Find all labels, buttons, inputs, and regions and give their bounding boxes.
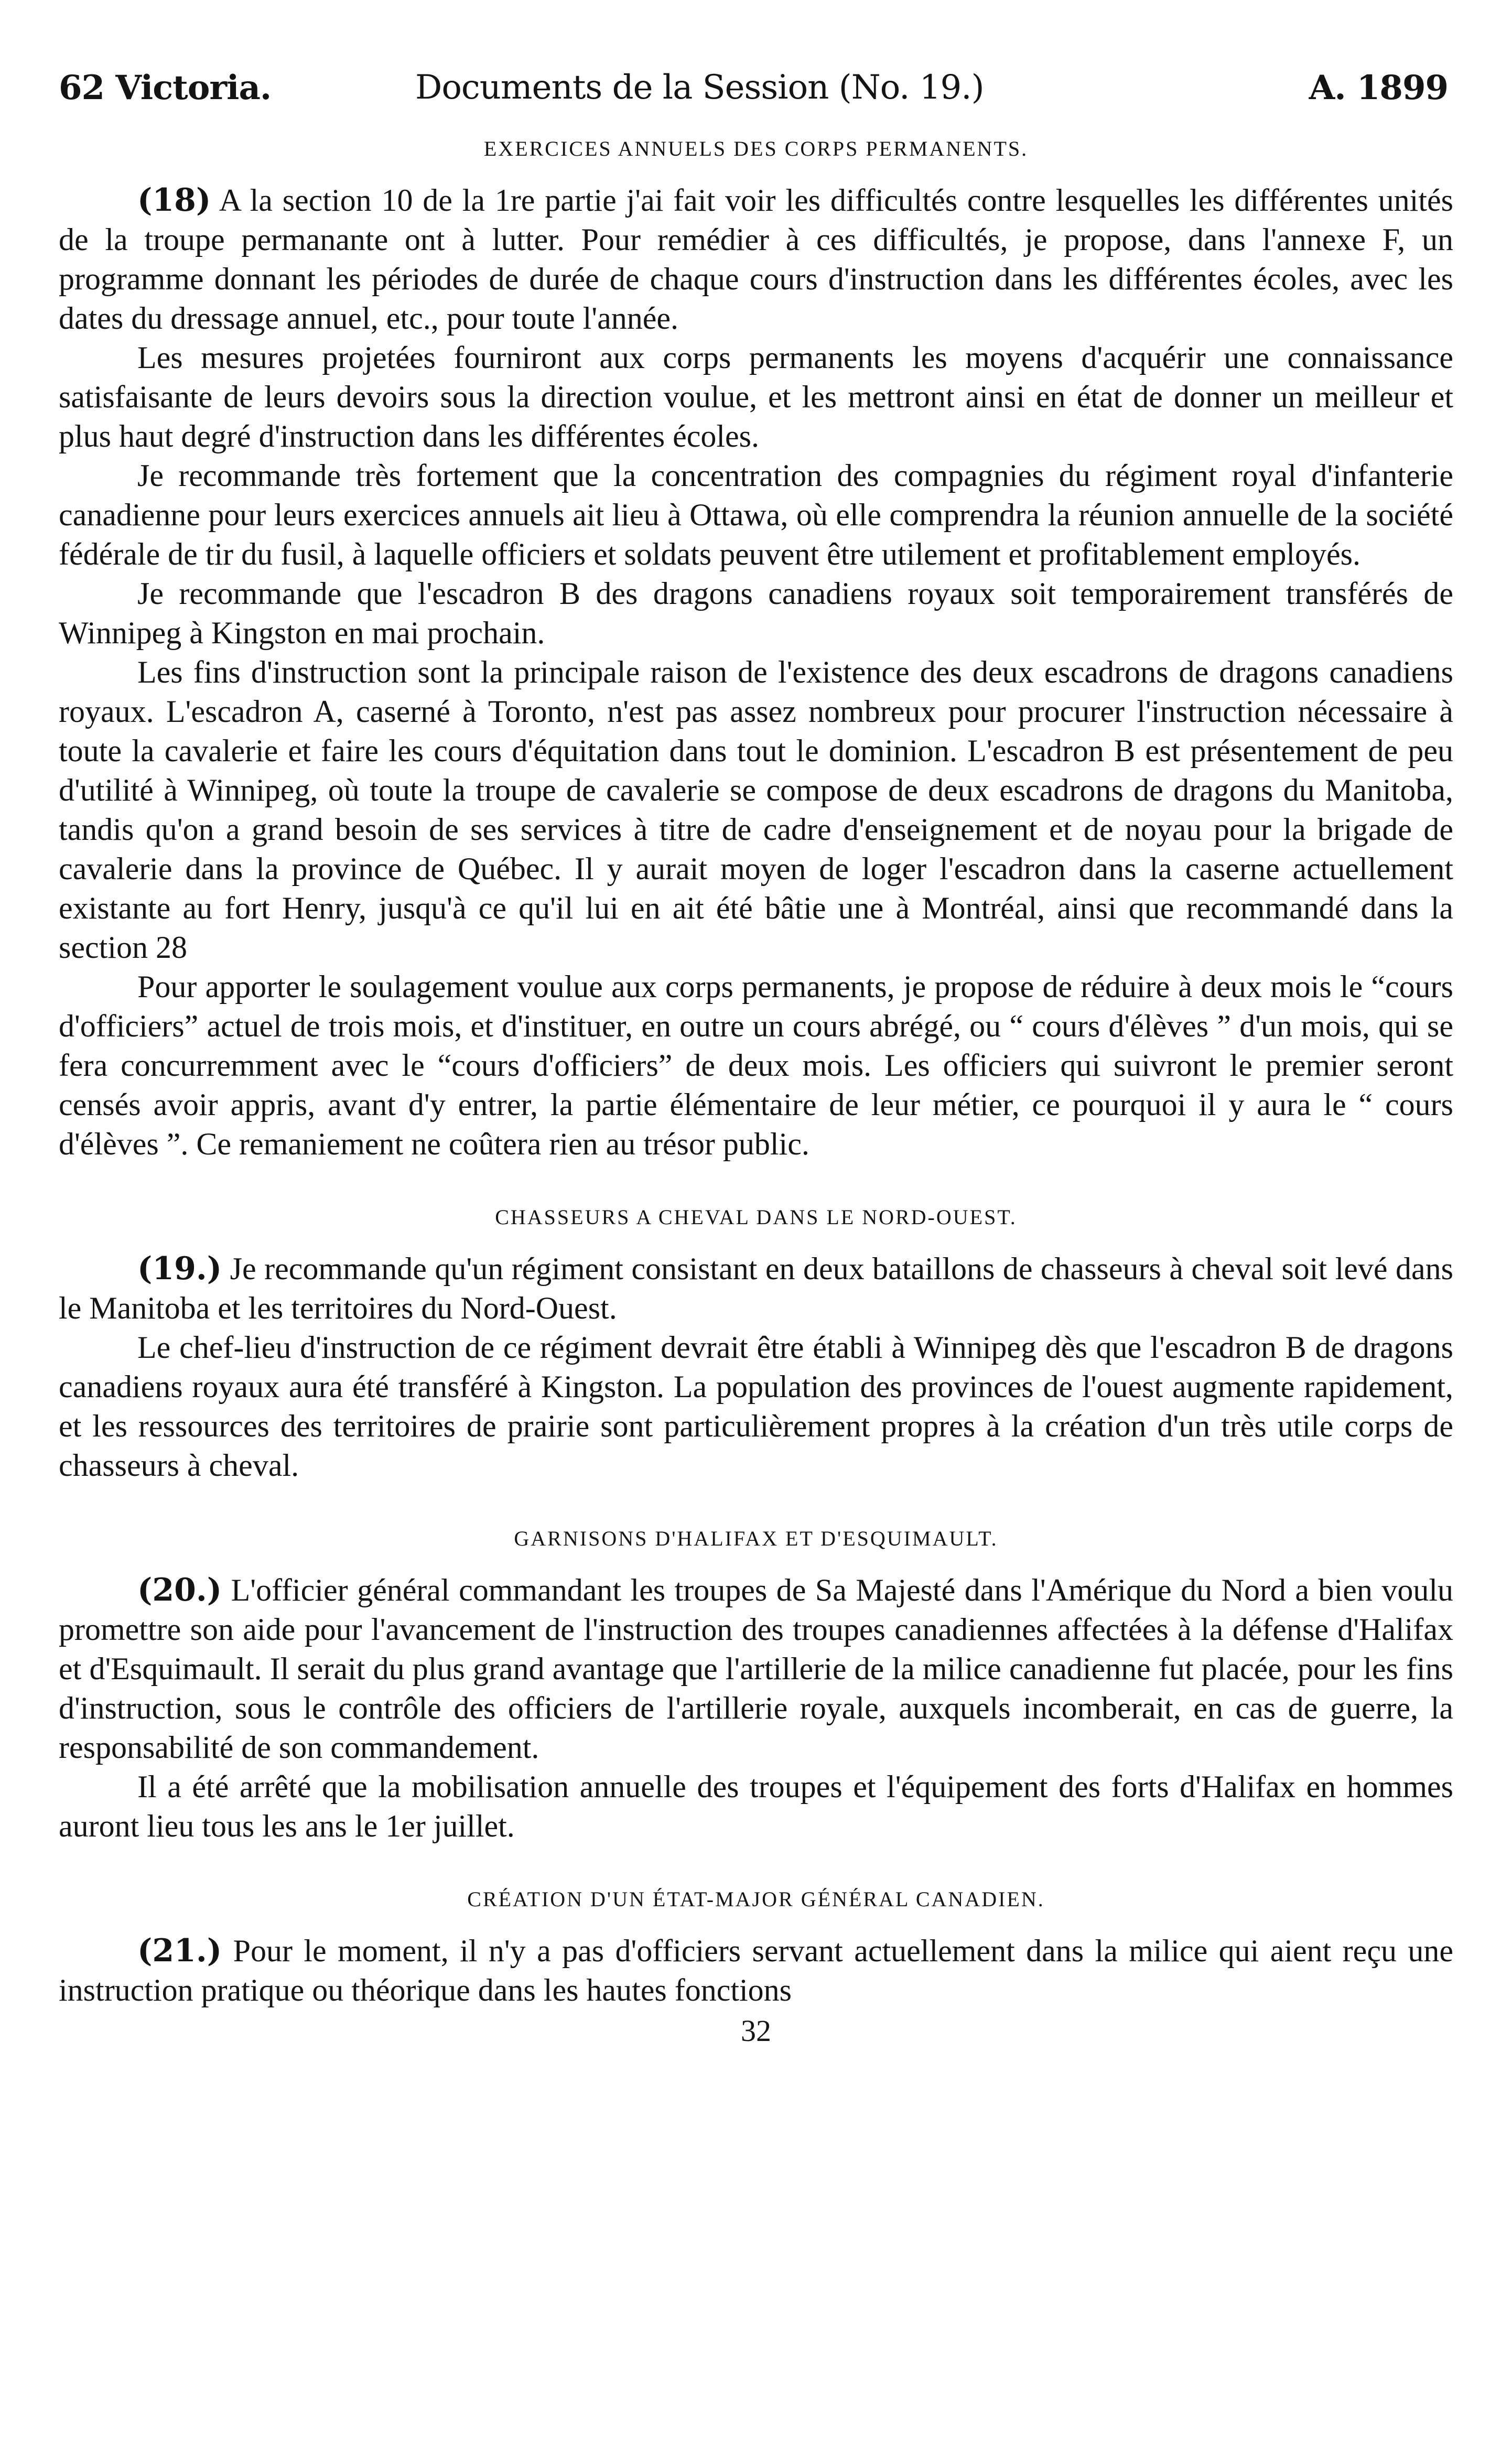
running-head-center: Documents de la Session (No. 19.): [415, 68, 984, 107]
paragraph: Je recommande que l'escadron B des dragons canadiens royaux soit temporairement transférés de Winnipeg à Kingston en mai prochain.: [59, 576, 1453, 650]
paragraph: [59, 1571, 1453, 1767]
paragraph-text: Pour le moment, il n'y a pas d'officiers servant actuellement dans la milice qui aient reçu une instruction pratique ou théorique dans les hautes fonctions: [59, 1933, 1453, 2007]
section-heading: GARNISONS D'HALIFAX ET D'ESQUIMAULT.: [514, 1527, 998, 1550]
section-heading: EXERCICES ANNUELS DES CORPS PERMANENTS.: [483, 137, 1029, 160]
section-number: (21.): [137, 1932, 222, 1969]
paragraph: Les mesures projetées fourniront aux corps permanents les moyens d'acquérir une connaissance satisfaisante de leurs devoirs sous la direction voulue, et les mettront ainsi en état de donner un meilleur et plus haut degré d'instruction dans les différentes écoles.: [59, 340, 1453, 453]
paragraph-text: A la section 10 de la 1re partie j'ai fait voir les difficultés contre lesquelles les différentes unités de la troupe permanante ont à lutter. Pour remédier à ces difficultés, je propose, dans l'annexe F, un programme donnant les périodes de durée de chaque cours d'instruction dans les différentes écoles, avec les dates du dressage annuel, etc., pour toute l'année.: [59, 183, 1453, 336]
section-number: (18): [137, 182, 211, 219]
paragraph-text: Je recommande qu'un régiment consistant en deux bataillons de chasseurs à cheval soit levé dans le Manitoba et les territoires du Nord-Ouest.: [59, 1251, 1453, 1325]
section-number: (19.): [137, 1250, 222, 1287]
paragraph: [59, 1931, 1453, 2010]
running-head-right: A. 1899: [1309, 68, 1448, 107]
paragraph: Le chef-lieu d'instruction de ce régiment devrait être établi à Winnipeg dès que l'escadron B de dragons canadiens royaux aura été transféré à Kingston. La population des provinces de l'ouest augmente rapidement, et les ressources des territoires de prairie sont particulièrement propres à la création d'un très utile corps de chasseurs à cheval.: [59, 1330, 1453, 1483]
paragraph-text: L'officier général commandant les troupes de Sa Majesté dans l'Amérique du Nord a bien voulu promettre son aide pour l'avancement de l'instruction des troupes canadiennes affectées à la défense d'Halifax et d'Esquimault. Il serait du plus grand avantage que l'artillerie de la milice canadienne fut placée, pour les fins d'instruction, sous le contrôle des officiers de l'artillerie royale, auxquels incomberait, en cas de guerre, la responsabilité de son commandement.: [59, 1573, 1453, 1765]
paragraph: Les fins d'instruction sont la principale raison de l'existence des deux escadrons de dragons canadiens royaux. L'escadron A, caserné à Toronto, n'est pas assez nombreux pour procurer l'instruction nécessaire à toute la cavalerie et faire les cours d'équitation dans tout le dominion. L'escadron B est présentement de peu d'utilité à Winnipeg, où toute la troupe de cavalerie se compose de deux escadrons de dragons du Manitoba, tandis qu'on a grand besoin de ses services à titre de cadre d'enseignement et de noyau pour la brigade de cavalerie dans la province de Québec. Il y aurait moyen de loger l'escadron dans la caserne actuellement existante au fort Henry, jusqu'à ce qu'il lui en ait été bâtie une à Montréal, ainsi que recommandé dans la section 28: [59, 655, 1453, 965]
document-page: [59, 68, 1453, 2048]
paragraph: Pour apporter le soulagement voulue aux corps permanents, je propose de réduire à deux mois le “cours d'officiers” actuel de trois mois, et d'instituer, en outre un cours abrégé, ou “ cours d'élèves ” d'un mois, qui se fera concurremment avec le “cours d'officiers” de deux mois. Les officiers qui suivront le premier seront censés avoir appris, avant d'y entrer, la partie élémentaire de leur métier, ce pourquoi il y aura le “ cours d'élèves ”. Ce remaniement ne coûtera rien au trésor public.: [59, 969, 1453, 1161]
running-head-left: 62 Victoria.: [59, 68, 272, 107]
paragraph: Je recommande très fortement que la concentration des compagnies du régiment royal d'infanterie canadienne pour leurs exercices annuels ait lieu à Ottawa, où elle comprendra la réunion annuelle de la société fédérale de tir du fusil, à laquelle officiers et soldats peuvent être utilement et profitablement employés.: [59, 458, 1453, 571]
paragraph: [59, 1249, 1453, 1328]
page-number: 32: [741, 2014, 771, 2048]
section-heading: CRÉATION D'UN ÉTAT-MAJOR GÉNÉRAL CANADIEN.: [467, 1887, 1045, 1911]
paragraph: [59, 181, 1453, 338]
running-head: [59, 68, 1453, 126]
paragraph: Il a été arrêté que la mobilisation annuelle des troupes et l'équipement des forts d'Halifax en hommes auront lieu tous les ans le 1er juillet.: [59, 1769, 1453, 1843]
section-heading: CHASSEURS A CHEVAL DANS LE NORD-OUEST.: [495, 1205, 1017, 1229]
section-number: (20.): [137, 1572, 222, 1608]
